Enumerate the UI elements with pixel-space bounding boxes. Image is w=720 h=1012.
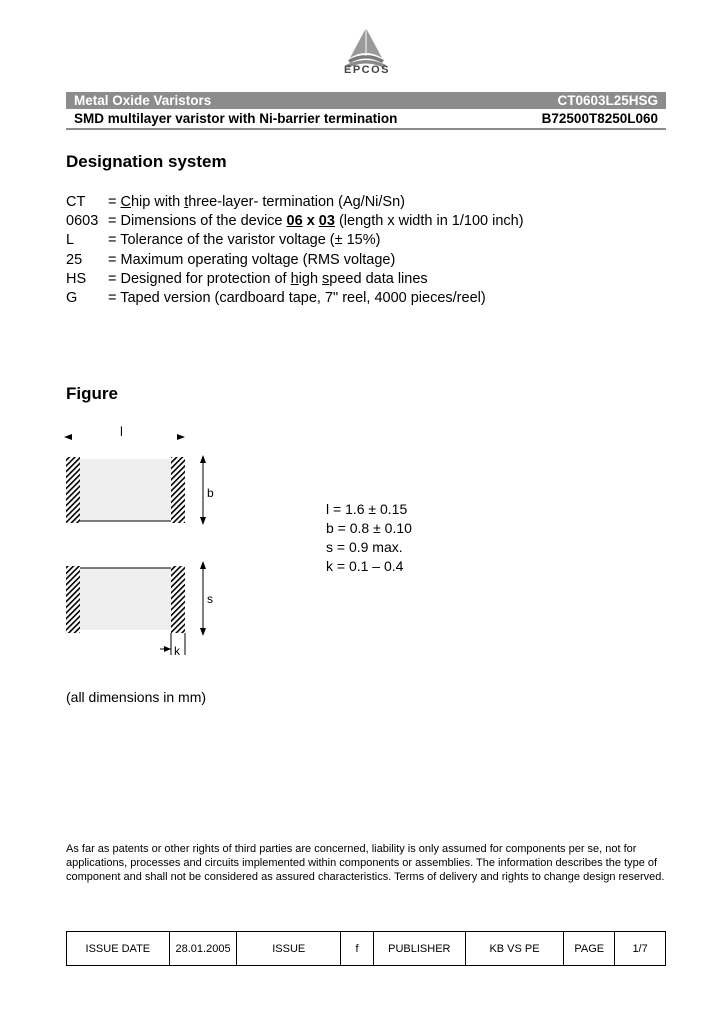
termination-right-side bbox=[171, 566, 185, 633]
logo-text: EPCOS bbox=[343, 64, 390, 76]
chip-body-side bbox=[80, 568, 174, 630]
description-part: x bbox=[302, 213, 319, 230]
varistor-dimension-drawing bbox=[60, 420, 230, 660]
publisher-label: PUBLISHER bbox=[374, 932, 466, 965]
label-b: b bbox=[207, 486, 214, 500]
equals-sign: = bbox=[108, 251, 121, 268]
description-part: igh bbox=[298, 270, 323, 287]
designation-code: CT bbox=[66, 194, 86, 210]
dimension-l: l = 1.6 ± 0.15 bbox=[326, 501, 408, 517]
description-part: t bbox=[184, 194, 189, 210]
description-part: 06 bbox=[286, 213, 303, 230]
arrow-right-l bbox=[177, 434, 185, 440]
page-value: 1/7 bbox=[632, 942, 648, 955]
document-info-table bbox=[66, 931, 666, 966]
description-part: C bbox=[120, 194, 131, 210]
termination-left-top bbox=[66, 457, 80, 523]
dimension-k: k = 0.1 – 0.4 bbox=[326, 558, 404, 574]
description-part: Dimensions of the device bbox=[120, 213, 287, 230]
label-k: k bbox=[174, 644, 180, 658]
description-part: Tolerance of the varistor voltage (± 15%) bbox=[120, 232, 381, 249]
arrow-left-l bbox=[64, 434, 72, 440]
description-part: peed data lines bbox=[329, 270, 428, 287]
issue-date-value: 28.01.2005 bbox=[170, 932, 238, 965]
designation-code: HS bbox=[66, 270, 87, 287]
issue-value: f bbox=[341, 932, 374, 965]
description-part: hip with bbox=[130, 194, 185, 210]
designation-title: Designation system bbox=[66, 152, 227, 171]
termination-left-side bbox=[66, 566, 80, 633]
publisher-value: KB VS PE bbox=[466, 932, 565, 965]
figure-title: Figure bbox=[66, 384, 118, 403]
ordering-code: B72500T8250L060 bbox=[541, 111, 658, 126]
description-part: s bbox=[322, 270, 330, 287]
label-s: s bbox=[207, 592, 213, 606]
top-view bbox=[64, 434, 206, 525]
designation-description bbox=[108, 289, 668, 308]
header-bar-product-family bbox=[66, 92, 666, 109]
designation-description bbox=[108, 212, 668, 231]
label-l: l bbox=[120, 424, 123, 439]
product-description: SMD multilayer varistor with Ni-barrier termination bbox=[74, 111, 398, 126]
designation-code: 0603 bbox=[66, 213, 99, 230]
description-part: h bbox=[290, 270, 299, 287]
legal-disclaimer: As far as patents or other rights of third parties are concerned, liability is only assumed for components per se, not for applications, processes and circuits implemented within components or assemblies. The information describes the type of component and shall not be considered as assured characteristics. Terms of delivery and rights to change design reserved. bbox=[66, 843, 665, 883]
description-part: Maximum operating voltage (RMS voltage) bbox=[120, 251, 396, 268]
designation-code: L bbox=[66, 232, 75, 249]
equals-sign: = bbox=[108, 232, 121, 249]
dimension-s: s = 0.9 max. bbox=[326, 539, 403, 555]
issue-date-label: ISSUE DATE bbox=[67, 932, 170, 965]
designation-code: 25 bbox=[66, 251, 83, 268]
designation-description bbox=[108, 193, 668, 212]
dimensions-list bbox=[326, 500, 412, 576]
product-type: CT0603L25HSG bbox=[557, 93, 658, 108]
termination-right-top bbox=[171, 457, 185, 523]
product-family: Metal Oxide Varistors bbox=[74, 93, 212, 108]
dimensions-note: (all dimensions in mm) bbox=[66, 689, 207, 705]
description-part: (length x width in 1/100 inch) bbox=[334, 213, 524, 230]
side-view bbox=[66, 561, 206, 655]
equals-sign: = bbox=[108, 290, 121, 306]
description-part: Taped version (cardboard tape, 7" reel, 4000 pieces/reel) bbox=[120, 290, 486, 306]
header-bar-description bbox=[66, 111, 666, 130]
page-label: PAGE bbox=[564, 932, 615, 965]
designation-code: G bbox=[66, 290, 78, 306]
equals-sign: = bbox=[108, 270, 121, 287]
designation-description bbox=[108, 270, 668, 289]
equals-sign: = bbox=[108, 194, 121, 210]
description-part: hree-layer- termination (Ag/Ni/Sn) bbox=[188, 194, 405, 210]
equals-sign: = bbox=[108, 213, 121, 230]
designation-description bbox=[108, 231, 668, 250]
description-part: Designed for protection of bbox=[120, 270, 291, 287]
dimension-b: b = 0.8 ± 0.10 bbox=[326, 520, 412, 536]
description-part: 03 bbox=[318, 213, 335, 230]
designation-description bbox=[108, 251, 668, 270]
chip-body-top bbox=[80, 459, 174, 521]
issue-label: ISSUE bbox=[237, 932, 341, 965]
